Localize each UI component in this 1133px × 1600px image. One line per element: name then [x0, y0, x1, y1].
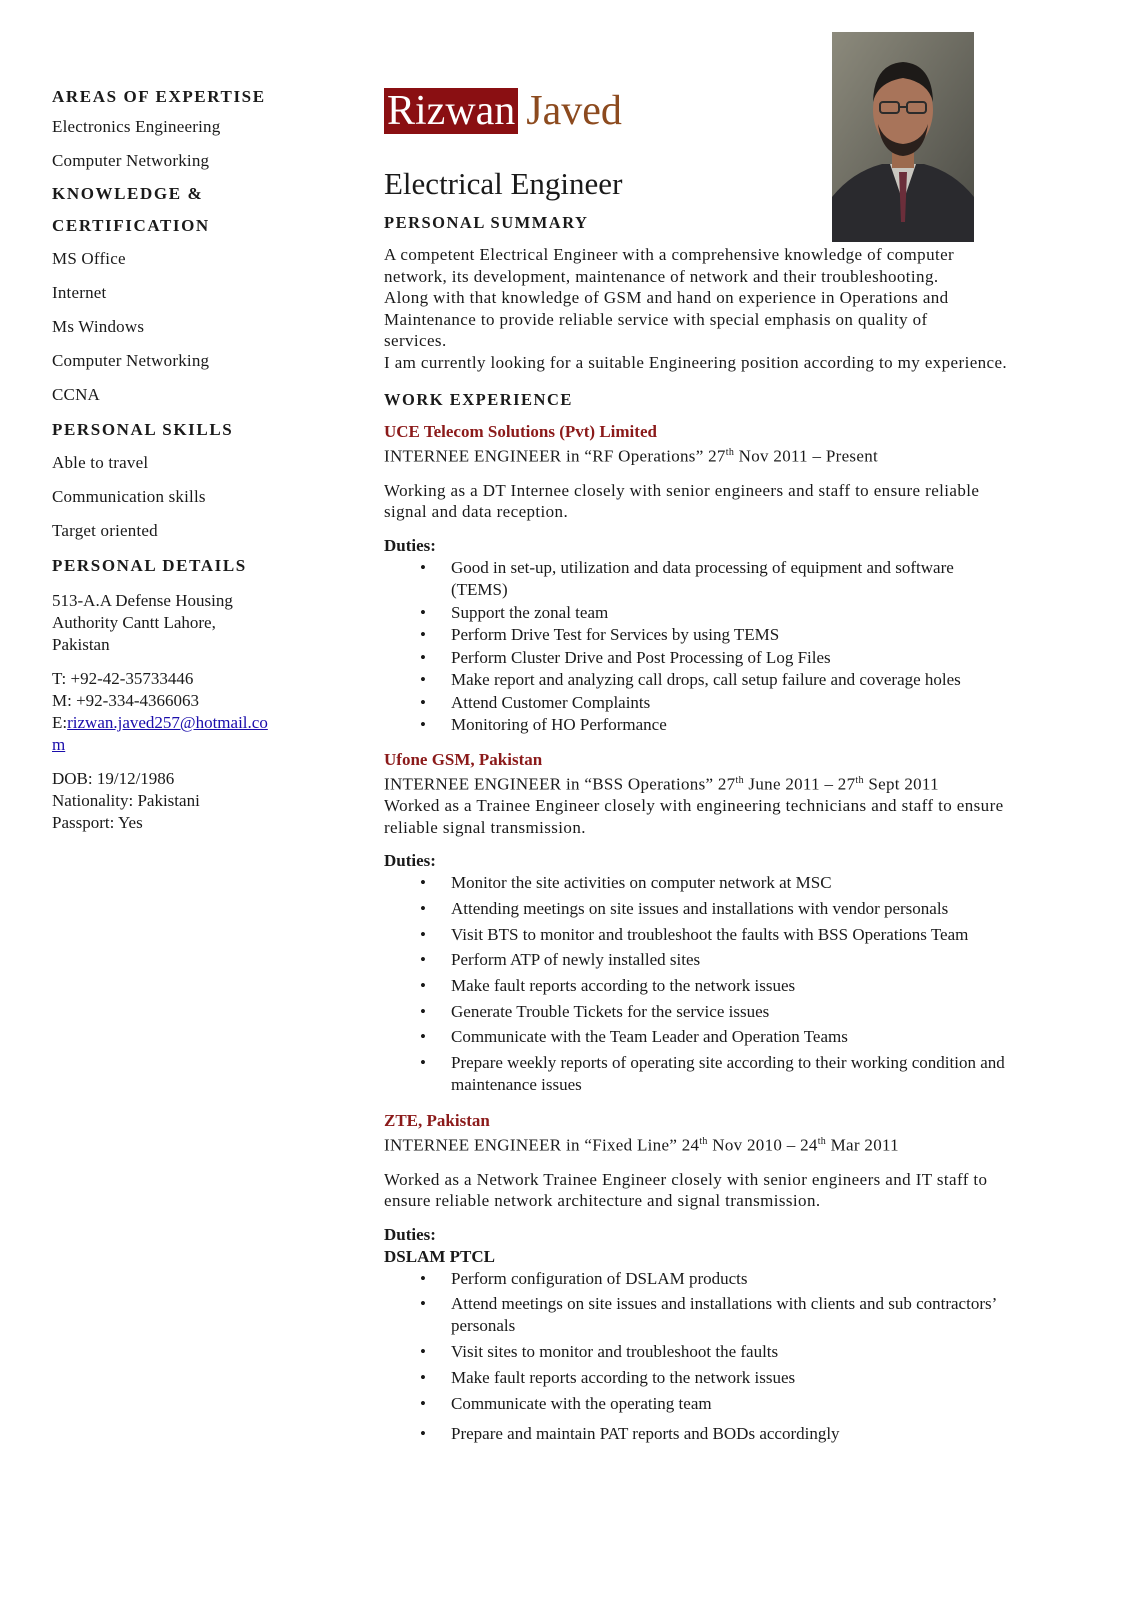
dob: DOB: 19/12/1986 — [52, 769, 175, 788]
bullet-icon: • — [420, 1268, 426, 1288]
duties-label: Duties: — [384, 535, 436, 555]
email-link[interactable]: rizwan.javed257@hotmail.co — [67, 713, 268, 732]
list-item: • Perform Cluster Drive and Post Processing of Log Files — [451, 647, 1064, 670]
first-name: Rizwan — [384, 88, 518, 134]
summary-text — [384, 244, 1064, 373]
knowledge-item: Computer Networking — [52, 351, 210, 370]
address-line: Pakistan — [52, 635, 110, 654]
bullet-icon: • — [420, 1423, 426, 1443]
role-sup-2: th — [817, 1136, 827, 1148]
address — [52, 590, 342, 656]
job-description — [384, 480, 1064, 523]
role-text-2: June 2011 – 27 — [743, 774, 856, 794]
company-name: Ufone GSM, Pakistan — [384, 749, 543, 769]
duties-list — [384, 557, 1064, 737]
sidebar — [52, 84, 342, 834]
summary-line: services. — [384, 331, 447, 350]
experience-heading: WORK EXPERIENCE — [384, 390, 573, 409]
bullet-icon: • — [420, 1294, 426, 1314]
role-sup: th — [699, 1136, 708, 1148]
bullet-icon: • — [420, 976, 426, 996]
list-item: • Visit sites to monitor and troubleshoot the faults — [420, 1342, 779, 1362]
job-zte — [384, 1110, 1064, 1444]
company-name: UCE Telecom Solutions (Pvt) Limited — [384, 422, 657, 441]
desc-line: Worked as a Trainee Engineer closely with engineering technicians and staff to ensure — [384, 796, 1004, 816]
mobile: M: +92-334-4366063 — [52, 691, 199, 710]
list-item: • Attending meetings on site issues and installations with vendor personals — [420, 899, 949, 918]
job-role — [384, 1131, 1064, 1157]
bullet-icon: • — [420, 602, 426, 622]
list-item: • Prepare and maintain PAT reports and BODs accordingly — [420, 1423, 840, 1443]
desc-line: reliable signal transmission. — [384, 817, 586, 837]
list-item: • Support the zonal team — [451, 602, 1064, 625]
job-uce — [384, 421, 1064, 737]
knowledge-item: CCNA — [52, 385, 101, 404]
list-item: • Make fault reports according to the network issues — [420, 1367, 796, 1387]
list-item: • Monitor the site activities on computer network at MSC — [420, 873, 832, 893]
areas-item: Electronics Engineering — [52, 117, 221, 136]
bullet-icon: • — [420, 1053, 426, 1073]
role-text-2: Nov 2011 – Present — [734, 446, 879, 466]
role-sup-2: th — [855, 774, 864, 786]
desc-line: signal and data reception. — [384, 502, 569, 522]
address-line: 513-A.A Defense Housing — [52, 591, 233, 610]
knowledge-item: Ms Windows — [52, 317, 145, 336]
bullet-icon: • — [420, 1367, 426, 1387]
skills-item: Target oriented — [52, 521, 158, 540]
areas-heading: AREAS OF EXPERTISE — [52, 87, 266, 106]
summary-line: A competent Electrical Engineer with a comprehensive knowledge of computer — [384, 245, 955, 264]
summary-line: Maintenance to provide reliable service with special emphasis on quality of — [384, 309, 928, 329]
bullet-icon: • — [420, 625, 426, 645]
desc-line: Working as a DT Internee closely with senior engineers and staff to ensure reliable — [384, 480, 980, 500]
bullet-icon: • — [420, 557, 426, 577]
contact-info — [52, 668, 342, 756]
list-item: • Perform ATP of newly installed sites — [420, 950, 701, 970]
nationality: Nationality: Pakistani — [52, 791, 200, 810]
list-item: • Monitoring of HO Performance — [451, 714, 1064, 737]
phone: T: +92-42-35733446 — [52, 669, 194, 688]
bullet-icon: • — [420, 715, 426, 735]
desc-line: ensure reliable network architecture and signal transmission. — [384, 1191, 821, 1211]
list-item: • Make report and analyzing call drops, call setup failure and coverage holes — [451, 669, 1064, 692]
skills-item: Able to travel — [52, 453, 149, 472]
job-role — [384, 442, 1064, 468]
list-item: • Good in set-up, utilization and data processing of equipment and software (TEMS) — [420, 557, 954, 600]
duties-label: Duties: — [384, 851, 436, 871]
knowledge-item: Internet — [52, 283, 107, 302]
summary-line: Along with that knowledge of GSM and hand on experience in Operations and — [384, 288, 949, 307]
areas-item: Computer Networking — [52, 151, 210, 170]
passport: Passport: Yes — [52, 813, 143, 832]
candidate-name — [384, 86, 1064, 138]
bullet-icon: • — [420, 1027, 426, 1047]
list-item: • Generate Trouble Tickets for the service issues — [420, 1001, 770, 1021]
role-text: INTERNEE ENGINEER in “RF Operations” 27 — [384, 446, 726, 466]
details-heading: PERSONAL DETAILS — [52, 556, 247, 575]
job-title: Electrical Engineer — [384, 166, 623, 201]
bullet-icon: • — [420, 1001, 426, 1021]
knowledge-item: MS Office — [52, 249, 126, 268]
role-text-3: Mar 2011 — [826, 1135, 899, 1155]
bullet-icon: • — [420, 1342, 426, 1362]
duties-label: Duties: — [384, 1224, 436, 1244]
email-prefix: E: — [52, 713, 68, 732]
job-description — [384, 1169, 1064, 1212]
main-content — [384, 86, 1064, 1448]
personal-info — [52, 768, 342, 834]
role-text-3: Sept 2011 — [863, 774, 939, 794]
bullet-icon: • — [420, 873, 426, 893]
list-item: • Communicate with the operating team — [420, 1393, 712, 1413]
bullet-icon: • — [420, 670, 426, 690]
bullet-icon: • — [420, 692, 426, 712]
skills-heading: PERSONAL SKILLS — [52, 420, 234, 439]
skills-item: Communication skills — [52, 487, 206, 506]
list-item: • Attend meetings on site issues and installations with clients and sub contractors’ personals — [420, 1294, 998, 1336]
bullet-icon: • — [420, 950, 426, 970]
bullet-icon: • — [420, 1393, 426, 1413]
list-item: • Visit BTS to monitor and troubleshoot the faults with BSS Operations Team — [420, 924, 969, 944]
job-description — [384, 795, 1064, 838]
job-ufone — [384, 749, 1064, 1096]
email-row — [52, 712, 342, 734]
duties-list — [384, 872, 1064, 1096]
company-name: ZTE, Pakistan — [384, 1111, 490, 1131]
bullet-icon: • — [420, 647, 426, 667]
bullet-icon: • — [420, 924, 426, 944]
list-item: • Attend Customer Complaints — [451, 692, 1064, 715]
summary-heading: PERSONAL SUMMARY — [384, 213, 589, 232]
role-text-2: Nov 2010 – 24 — [707, 1135, 818, 1155]
duties-list — [384, 1268, 1064, 1445]
summary-line: network, its development, maintenance of network and their troubleshooting. — [384, 266, 939, 286]
role-text: INTERNEE ENGINEER in “BSS Operations” 27 — [384, 774, 736, 794]
list-item: • Perform Drive Test for Services by using TEMS — [451, 624, 1064, 647]
role-sup: th — [735, 774, 744, 786]
bullet-icon: • — [420, 899, 426, 918]
email-link-continued[interactable]: m — [52, 735, 66, 754]
summary-line: I am currently looking for a suitable Engineering position according to my experience. — [384, 352, 1008, 372]
email-row-2 — [52, 734, 342, 756]
sub-label: DSLAM PTCL — [384, 1246, 495, 1266]
list-item: • Prepare weekly reports of operating site according to their working condition and maintenance issues — [420, 1053, 1005, 1095]
knowledge-heading-2: CERTIFICATION — [52, 216, 210, 235]
address-line: Authority Cantt Lahore, — [52, 613, 216, 632]
role-sup: th — [725, 447, 735, 458]
role-text: INTERNEE ENGINEER in “Fixed Line” 24 — [384, 1135, 700, 1155]
last-name: Javed — [526, 88, 622, 134]
list-item: • Communicate with the Team Leader and Operation Teams — [420, 1027, 848, 1047]
desc-line: Worked as a Network Trainee Engineer closely with senior engineers and IT staff to — [384, 1169, 988, 1189]
list-item: • Perform configuration of DSLAM products — [420, 1268, 748, 1288]
knowledge-heading: KNOWLEDGE & — [52, 184, 204, 203]
job-role — [384, 770, 1064, 796]
list-item: • Make fault reports according to the network issues — [420, 976, 796, 996]
